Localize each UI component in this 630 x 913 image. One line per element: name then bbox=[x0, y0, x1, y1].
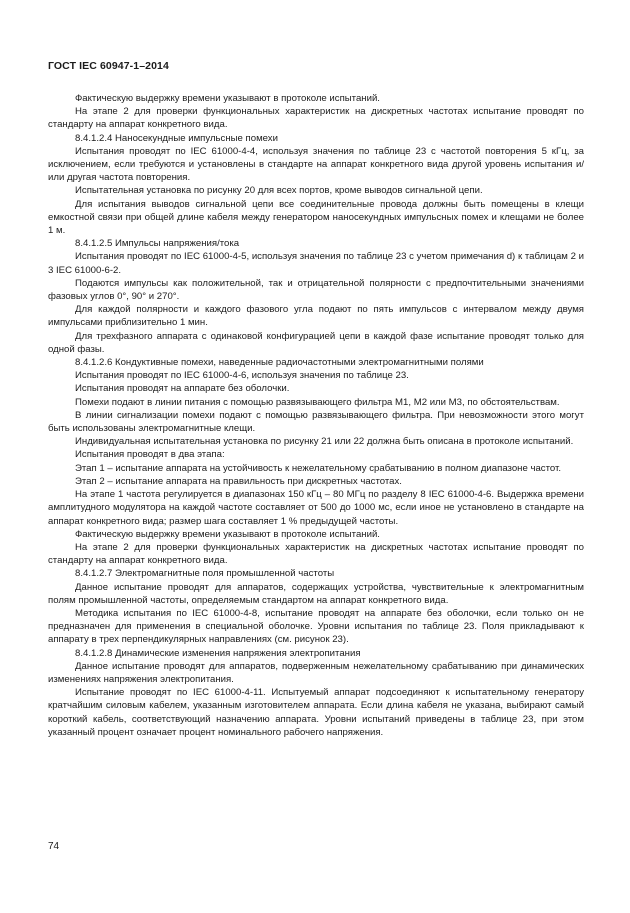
paragraph: Помехи подают в линии питания с помощью развязывающего фильтра M1, M2 или M3, по обстоятельствам. bbox=[75, 396, 560, 408]
paragraph: Этап 1 – испытание аппарата на устойчивость к нежелательному срабатыванию в полном диапазоне частот. bbox=[75, 462, 562, 474]
paragraph: На этапе 1 частота регулируется в диапазонах 150 кГц – 80 МГц по разделу 8 IEC 61000-4-6. Выдержка времени амплитудного модулятора на каждой частоте составляет от 500 до 1000 мс, если иное не установлено в стандарте на аппарат конкретного вида; размер шага составляет 1 % предыдущей частоты. bbox=[48, 489, 584, 527]
paragraph: Испытания проводят на аппарате без оболочки. bbox=[75, 383, 290, 395]
paragraph: На этапе 2 для проверки функциональных характеристик на дискретных частотах испытание проводят по стандарту на аппарат конкретного вида. bbox=[48, 541, 584, 567]
section-heading: 8.4.1.2.4 Наносекундные импульсные помехи bbox=[75, 132, 278, 144]
section-heading: 8.4.1.2.7 Электромагнитные поля промышленной частоты bbox=[75, 568, 335, 580]
paragraph: Фактическую выдержку времени указывают в протоколе испытаний. bbox=[75, 528, 380, 540]
paragraph: Испытания проводят в два этапа: bbox=[75, 449, 225, 461]
paragraph: Испытания проводят по IEC 61000-4-6, используя значения по таблице 23. bbox=[75, 370, 409, 382]
paragraph: Данное испытание проводят для аппаратов, подверженным нежелательному срабатыванию при динамических изменениях напряжения электропитания. bbox=[48, 660, 584, 685]
document-header: ГОСТ IEC 60947-1–2014 bbox=[48, 60, 169, 72]
section-heading: 8.4.1.2.6 Кондуктивные помехи, наведенные радиочастотными электромагнитными полями bbox=[75, 357, 484, 369]
paragraph: Этап 2 – испытание аппарата на правильность при дискретных частотах. bbox=[75, 475, 402, 487]
paragraph: Методика испытания по IEC 61000-4-8, испытание проводят на аппарате без оболочки, если только он не предназначен для применения в специальной оболочке. Уровни испытания по таблице 23. Поля прикладывают к аппарату в трех перпендикулярных направлениях (см. рисунок 23). bbox=[48, 607, 584, 646]
paragraph: Испытания проводят по IEC 61000-4-4, используя значения по таблице 23 с частотой повторения 5 кГц, за исключением, если требуются и установлены в стандарте на аппарат конкретного вида другой уровень испытания и/или другая частота повторения. bbox=[48, 145, 584, 184]
document-body bbox=[48, 92, 584, 739]
paragraph: Испытательная установка по рисунку 20 для всех портов, кроме выводов сигнальной цепи. bbox=[75, 185, 483, 197]
paragraph: Для испытания выводов сигнальной цепи все соединительные провода должны быть помещены в клещи емкостной связи при общей длине кабеля между генератором наносекундных импульсных помех и клещами не более 1 м. bbox=[48, 198, 584, 237]
paragraph: На этапе 2 для проверки функциональных характеристик на дискретных частотах испытание проводят по стандарту на аппарат конкретного вида. bbox=[48, 106, 584, 131]
paragraph: Для каждой полярности и каждого фазового угла подают по пять импульсов с интервалом между двумя импульсами приблизительно 1 мин. bbox=[48, 304, 584, 329]
paragraph: Фактическую выдержку времени указывают в протоколе испытаний. bbox=[75, 93, 380, 104]
paragraph: Испытания проводят по IEC 61000-4-5, используя значения по таблице 23 с учетом примечания d) к таблицам 2 и 3 IEC 61000-6-2. bbox=[48, 251, 584, 276]
paragraph: Индивидуальная испытательная установка по рисунку 21 или 22 должна быть описана в протоколе испытаний. bbox=[75, 436, 574, 448]
paragraph: Испытание проводят по IEC 61000-4-11. Испытуемый аппарат подсоединяют к испытательному генератору кратчайшим силовым кабелем, указанным изготовителем аппарата. Если длина кабеля не указана, выбирают самый короткий кабель, соответствующий назначению аппарата. Уровни испытаний приведены в таблице 23, при этом указанный процент означает процент номинального рабочего напряжения. bbox=[48, 687, 584, 738]
section-heading: 8.4.1.2.5 Импульсы напряжения/тока bbox=[75, 238, 240, 250]
paragraph: Для трехфазного аппарата с одинаковой конфигурацией цепи в каждой фазе испытание проводят только для одной фазы. bbox=[48, 330, 584, 355]
page-number: 74 bbox=[48, 841, 60, 852]
paragraph: Данное испытание проводят для аппаратов, содержащих устройства, чувствительные к электромагнитным полям промышленной частоты, определяемым стандартом на аппарат конкретного вида. bbox=[48, 581, 584, 606]
paragraph: В линии сигнализации помехи подают с помощью развязывающего фильтра. При невозможности этого могут быть использованы электромагнитные клещи. bbox=[48, 409, 584, 435]
paragraph: Подаются импульсы как положительной, так и отрицательной полярности с предпочтительными значениями фазовых углов 0°, 90° и 270°. bbox=[48, 277, 584, 303]
section-heading: 8.4.1.2.8 Динамические изменения напряжения электропитания bbox=[75, 647, 361, 659]
